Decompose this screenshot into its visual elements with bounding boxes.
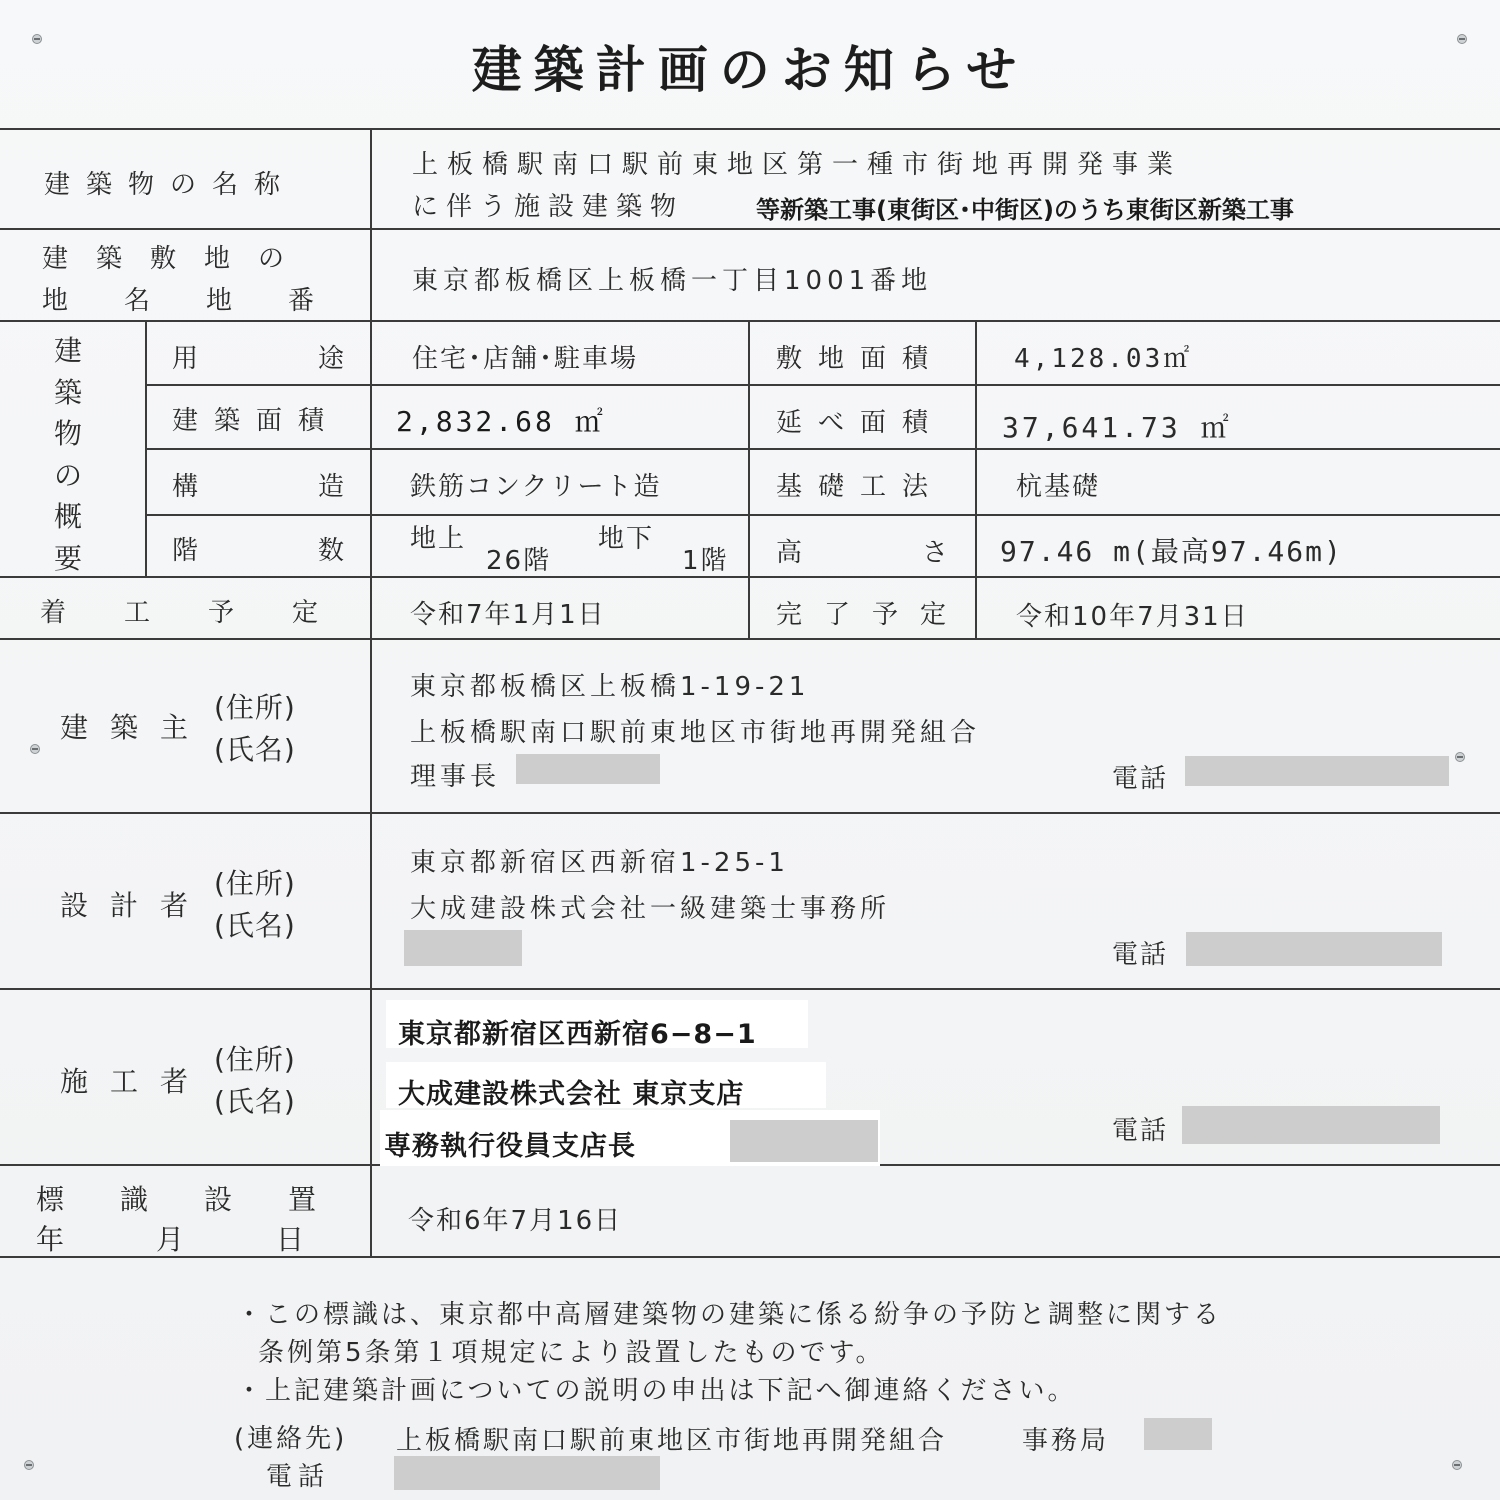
designer-phone-label: 電話 xyxy=(1112,940,1169,970)
redacted-phone xyxy=(1185,756,1449,786)
note-line1: ・この標識は、東京都中高層建築物の建築に係る紛争の予防と調整に関する xyxy=(236,1300,1223,1330)
redacted-phone xyxy=(1186,932,1442,966)
contractor-label: 施工者 xyxy=(60,1065,211,1098)
use-value: 住宅･店舗･駐車場 xyxy=(412,344,639,374)
sign-date-label-line1: 標識設置 xyxy=(36,1183,373,1216)
column-divider xyxy=(975,320,977,638)
start-label: 着工予定 xyxy=(40,598,377,628)
site-address: 東京都板橋区上板橋一丁目1001番地 xyxy=(412,266,933,296)
redacted-name xyxy=(1144,1418,1212,1450)
redacted-name xyxy=(730,1120,878,1162)
above-ground-value: 26階 xyxy=(486,546,552,576)
contact-label: (連絡先) xyxy=(234,1424,348,1454)
owner-org: 上板橋駅南口駅前東地区市街地再開発組合 xyxy=(410,718,981,748)
owner-name-label: (氏名) xyxy=(214,733,296,766)
note-line2: 条例第5条第１項規定により設置したものです。 xyxy=(258,1338,885,1368)
designer-name-label: (氏名) xyxy=(214,909,296,942)
floor-area-label: 延べ面積 xyxy=(776,408,945,438)
owner-role: 理事長 xyxy=(410,762,501,792)
above-ground-label: 地上 xyxy=(410,524,467,554)
building-area-label: 建築面積 xyxy=(172,406,341,436)
contact-office: 事務局 xyxy=(1022,1426,1110,1456)
row-divider xyxy=(0,228,1500,230)
overview-label: 建築物の概要 xyxy=(54,334,83,575)
floors-label-char2: 数 xyxy=(318,536,347,566)
row-divider xyxy=(0,988,1500,990)
redacted-phone xyxy=(1182,1106,1440,1144)
contact-org: 上板橋駅南口駅前東地区市街地再開発組合 xyxy=(396,1426,948,1456)
site-area-value: 4,128.03㎡ xyxy=(1014,344,1193,374)
column-divider xyxy=(145,320,147,576)
start-value: 令和7年1月1日 xyxy=(410,600,606,630)
contact-phone-label: 電話 xyxy=(266,1462,331,1492)
foundation-value: 杭基礎 xyxy=(1016,472,1101,502)
end-label: 完了予定 xyxy=(776,600,969,630)
row-divider xyxy=(146,384,1500,386)
use-label-char1: 用 xyxy=(172,344,201,374)
building-name-line2b: 等新築工事(東街区･中街区)のうち東街区新築工事 xyxy=(756,196,1294,224)
owner-address: 東京都板橋区上板橋1-19-21 xyxy=(410,672,810,702)
below-ground-label: 地下 xyxy=(598,524,655,554)
building-name-label: 建築物の名称 xyxy=(44,170,297,200)
table-top-border xyxy=(0,128,1500,130)
column-divider xyxy=(748,320,750,638)
owner-address-label: (住所) xyxy=(214,691,296,724)
column-divider xyxy=(370,128,372,1256)
site-label-line2: 地名地番 xyxy=(42,286,371,316)
row-divider xyxy=(146,448,1500,450)
height-label-char1: 高 xyxy=(776,538,805,568)
height-value: 97.46 m(最高97.46m) xyxy=(1000,535,1343,568)
note-line3: ・上記建築計画についての説明の申出は下記へ御連絡ください。 xyxy=(236,1376,1077,1406)
height-label-char2: さ xyxy=(922,538,951,568)
contractor-role: 専務執行役員支店長 xyxy=(384,1131,636,1162)
structure-label-char2: 造 xyxy=(318,472,347,502)
designer-org: 大成建設株式会社一級建築士事務所 xyxy=(410,894,891,924)
designer-label: 設計者 xyxy=(60,889,211,922)
row-divider xyxy=(0,638,1500,640)
row-divider xyxy=(0,812,1500,814)
contractor-address: 東京都新宿区西新宿6−8−1 xyxy=(398,1019,757,1050)
redacted-name xyxy=(516,754,660,784)
foundation-label: 基礎工法 xyxy=(776,472,945,502)
screw-icon xyxy=(1455,752,1465,762)
row-divider xyxy=(0,320,1500,322)
contractor-phone-label: 電話 xyxy=(1112,1116,1169,1146)
screw-icon xyxy=(24,1460,34,1470)
designer-address-label: (住所) xyxy=(214,867,296,900)
site-area-label: 敷地面積 xyxy=(776,344,945,374)
owner-label: 建築主 xyxy=(60,711,211,744)
end-value: 令和10年7月31日 xyxy=(1016,602,1249,632)
screw-icon xyxy=(30,744,40,754)
contractor-org: 大成建設株式会社 東京支店 xyxy=(398,1079,745,1110)
structure-label-char1: 構 xyxy=(172,472,201,502)
building-area-value: 2,832.68 ㎡ xyxy=(396,405,606,438)
contractor-address-label: (住所) xyxy=(214,1043,296,1076)
use-label-char2: 途 xyxy=(318,344,347,374)
below-ground-value: 1階 xyxy=(682,546,729,576)
row-divider xyxy=(146,514,1500,516)
designer-address: 東京都新宿区西新宿1-25-1 xyxy=(410,848,789,878)
floor-area-value: 37,641.73 ㎡ xyxy=(1002,411,1232,444)
sign-date-value: 令和6年7月16日 xyxy=(408,1206,623,1236)
page-title: 建築計画のお知らせ xyxy=(471,41,1029,99)
redacted-name xyxy=(404,930,522,966)
structure-value: 鉄筋コンクリート造 xyxy=(410,472,662,502)
redacted-phone xyxy=(394,1456,660,1490)
floors-label-char1: 階 xyxy=(172,536,201,566)
sign-date-label-line2: 年月日 xyxy=(36,1223,397,1256)
building-name-line2a: に伴う施設建築物 xyxy=(412,192,685,222)
site-label-line1: 建築敷地の xyxy=(42,244,313,274)
contractor-name-label: (氏名) xyxy=(214,1085,296,1118)
owner-phone-label: 電話 xyxy=(1112,764,1169,794)
building-name-line1: 上板橋駅南口駅前東地区第一種市街地再開発事業 xyxy=(412,150,1183,180)
row-divider xyxy=(0,576,1500,578)
screw-icon xyxy=(1452,1460,1462,1470)
